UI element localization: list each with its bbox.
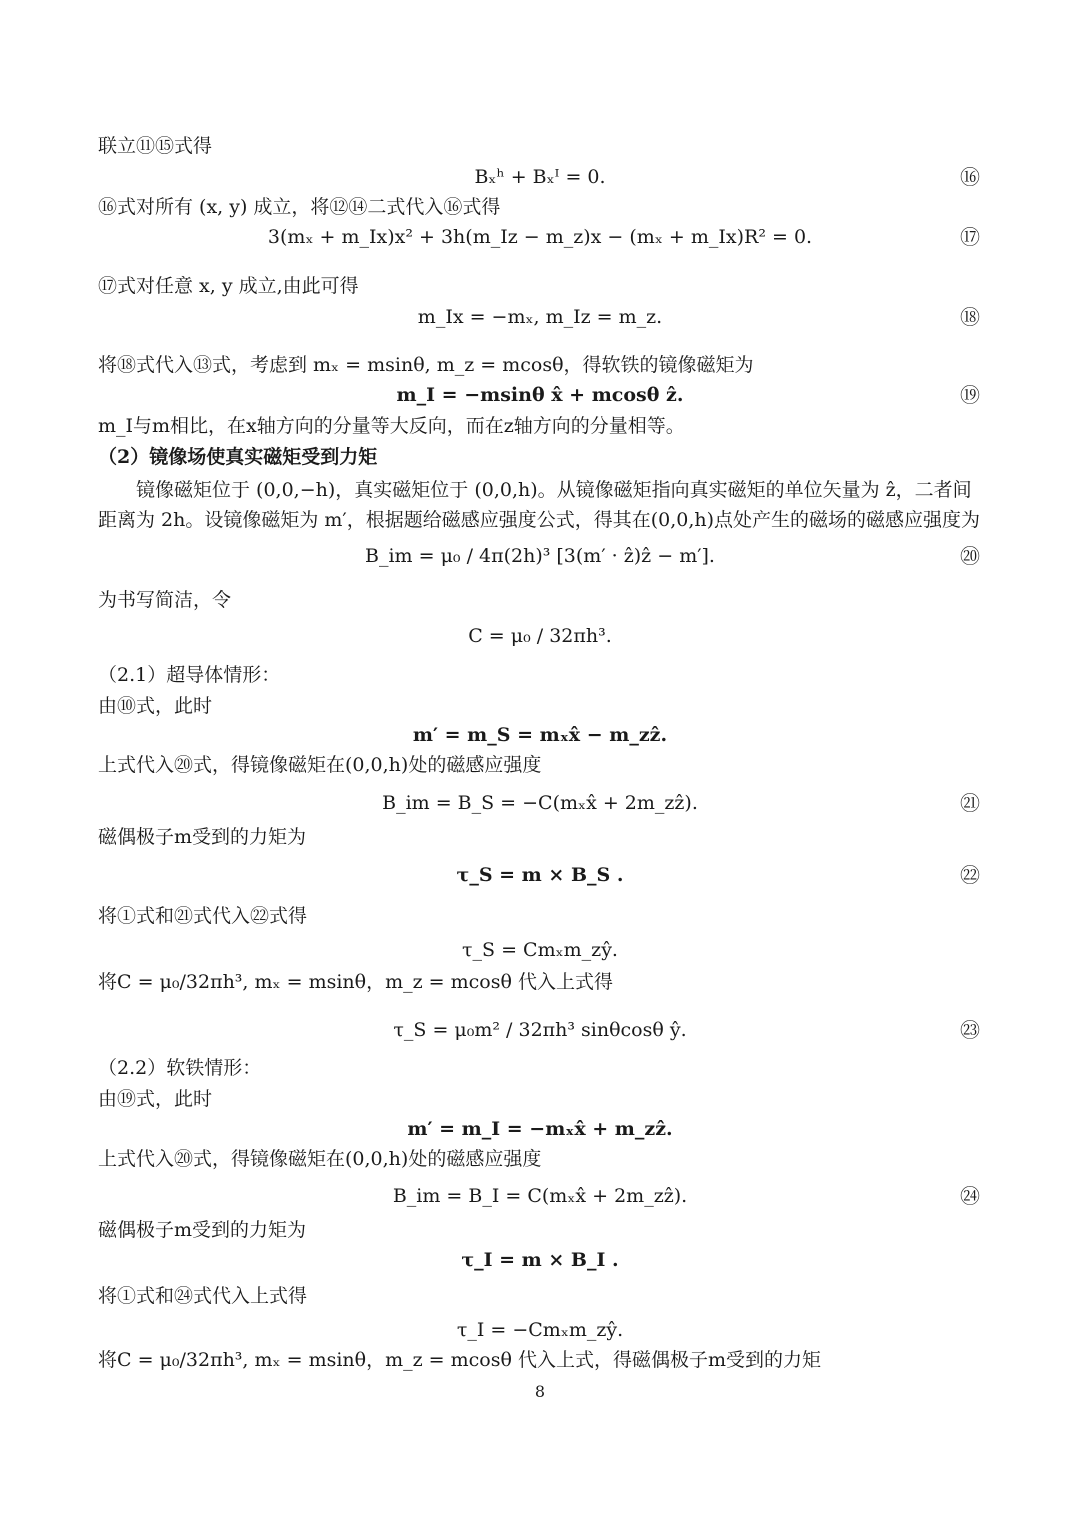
line-text: （2.2）软铁情形： — [98, 1057, 262, 1079]
paragraph-line — [98, 414, 685, 438]
equation-text: m′ = m_S = mₓx̂ − m_zẑ. — [412, 724, 668, 746]
line-text: 由⑩式，此时 — [98, 695, 213, 717]
paragraph-line — [98, 825, 306, 849]
equation-text: m_Ix = −mₓ, m_Iz = m_z. — [417, 306, 663, 328]
equation-text: 3(mₓ + m_Ix)x² + 3h(m_Iz − m_z)x − (mₓ + m_Ix)R² = 0. — [267, 226, 813, 248]
line-text: 磁偶极子m受到的力矩为 — [98, 1219, 307, 1241]
equation-text: τ_S = μ₀m² / 32πh³ sinθcosθ ŷ. — [393, 1019, 687, 1041]
equation-text: m_I = −msinθ x̂ + mcosθ ẑ. — [396, 384, 684, 406]
equation-text: m′ = m_I = −mₓx̂ + m_zẑ. — [407, 1118, 673, 1140]
paragraph-line — [98, 1087, 212, 1111]
equation — [0, 544, 1080, 568]
line-text: 距离为 2h。设镜像磁矩为 m′，根据题给磁感应强度公式，得其在(0,0,h)点处产生的磁场的磁感应强度为 — [98, 509, 981, 531]
line-text: 镜像磁矩位于 (0,0,−h)，真实磁矩位于 (0,0,h)。从镜像磁矩指向真实磁矩的单位矢量为 ẑ，二者间 — [98, 479, 972, 501]
equation-text: τ_I = −Cmₓm_zŷ. — [456, 1319, 624, 1341]
line-text: 由⑲式，此时 — [98, 1088, 213, 1110]
equation-text: B_im = B_S = −C(mₓx̂ + 2m_zẑ). — [382, 792, 698, 814]
equation-number: ⑯ — [960, 165, 980, 189]
paragraph-line — [98, 1348, 821, 1372]
line-text: ⑰式对任意 x, y 成立,由此可得 — [98, 275, 359, 297]
equation — [0, 791, 1080, 815]
equation — [0, 624, 1080, 648]
paragraph-line — [98, 1284, 307, 1308]
paragraph-line — [98, 508, 980, 532]
paragraph-line — [98, 195, 500, 219]
line-text: 将⑱式代入⑬式，考虑到 mₓ = msinθ, m_z = mcosθ，得软铁的镜像磁矩为 — [98, 354, 754, 376]
equation-number: ⑲ — [960, 383, 980, 407]
equation — [0, 1318, 1080, 1342]
line-text: 联立⑪⑮式得 — [98, 135, 213, 157]
line-text: 将①式和㉑式代入㉒式得 — [98, 905, 308, 927]
equation — [0, 938, 1080, 962]
equation — [0, 1117, 1080, 1141]
equation-text: τ_I = m × B_I . — [461, 1249, 619, 1271]
equation-number: ㉔ — [960, 1184, 980, 1208]
line-text: 将C = μ₀/32πh³, mₓ = msinθ，m_z = mcosθ 代入上式得 — [98, 971, 613, 993]
equation-number: ⑱ — [960, 305, 980, 329]
equation-text: τ_S = m × B_S . — [456, 864, 624, 886]
page-number: 8 — [534, 1382, 546, 1401]
equation-text: τ_S = Cmₓm_zŷ. — [462, 939, 618, 961]
equation-number: ㉓ — [960, 1018, 980, 1042]
line-text: （2）镜像场使真实磁矩受到力矩 — [98, 446, 378, 468]
equation — [0, 225, 1080, 249]
line-text: m_I与m相比，在x轴方向的分量等大反向，而在z轴方向的分量相等。 — [98, 415, 685, 437]
paragraph-line — [98, 353, 754, 377]
line-text: （2.1）超导体情形： — [98, 664, 281, 686]
equation — [0, 305, 1080, 329]
paragraph-line — [98, 588, 231, 612]
equation — [0, 863, 1080, 887]
paragraph-line — [98, 1056, 261, 1080]
paragraph-line — [98, 445, 377, 469]
line-text: 将①式和㉔式代入上式得 — [98, 1285, 308, 1307]
line-text: 上式代入⑳式，得镜像磁矩在(0,0,h)处的磁感应强度 — [98, 1148, 542, 1170]
paragraph-line — [98, 134, 212, 158]
line-text: 将C = μ₀/32πh³, mₓ = msinθ，m_z = mcosθ 代入上式，得磁偶极子m受到的力矩 — [98, 1349, 821, 1371]
equation — [0, 383, 1080, 407]
paragraph-line — [98, 753, 541, 777]
paragraph-line — [98, 274, 359, 298]
equation-text: Bₓʰ + Bₓᴵ = 0. — [474, 166, 606, 188]
paragraph-line — [98, 478, 972, 502]
equation-number: ㉑ — [960, 791, 980, 815]
equation-text: B_im = μ₀ / 4π(2h)³ [3(m′ · ẑ)ẑ − m′]. — [365, 545, 715, 567]
equation — [0, 1018, 1080, 1042]
equation — [0, 1248, 1080, 1272]
equation-number: ⑰ — [960, 225, 980, 249]
line-text: ⑯式对所有 (x, y) 成立，将⑫⑭二式代入⑯式得 — [98, 196, 501, 218]
equation-text: B_im = B_I = C(mₓx̂ + 2m_zẑ). — [392, 1185, 688, 1207]
paragraph-line — [98, 1218, 306, 1242]
equation — [0, 723, 1080, 747]
line-text: 磁偶极子m受到的力矩为 — [98, 826, 307, 848]
equation-text: C = μ₀ / 32πh³. — [468, 625, 612, 647]
paragraph-line — [98, 904, 307, 928]
line-text: 上式代入⑳式，得镜像磁矩在(0,0,h)处的磁感应强度 — [98, 754, 542, 776]
paragraph-line — [98, 694, 212, 718]
equation-number: ⑳ — [960, 544, 980, 568]
paragraph-line — [98, 663, 280, 687]
equation — [0, 165, 1080, 189]
paragraph-line — [98, 1147, 541, 1171]
paragraph-line — [98, 970, 613, 994]
equation-number: ㉒ — [960, 863, 980, 887]
equation — [0, 1184, 1080, 1208]
line-text: 为书写简洁，令 — [98, 589, 232, 611]
